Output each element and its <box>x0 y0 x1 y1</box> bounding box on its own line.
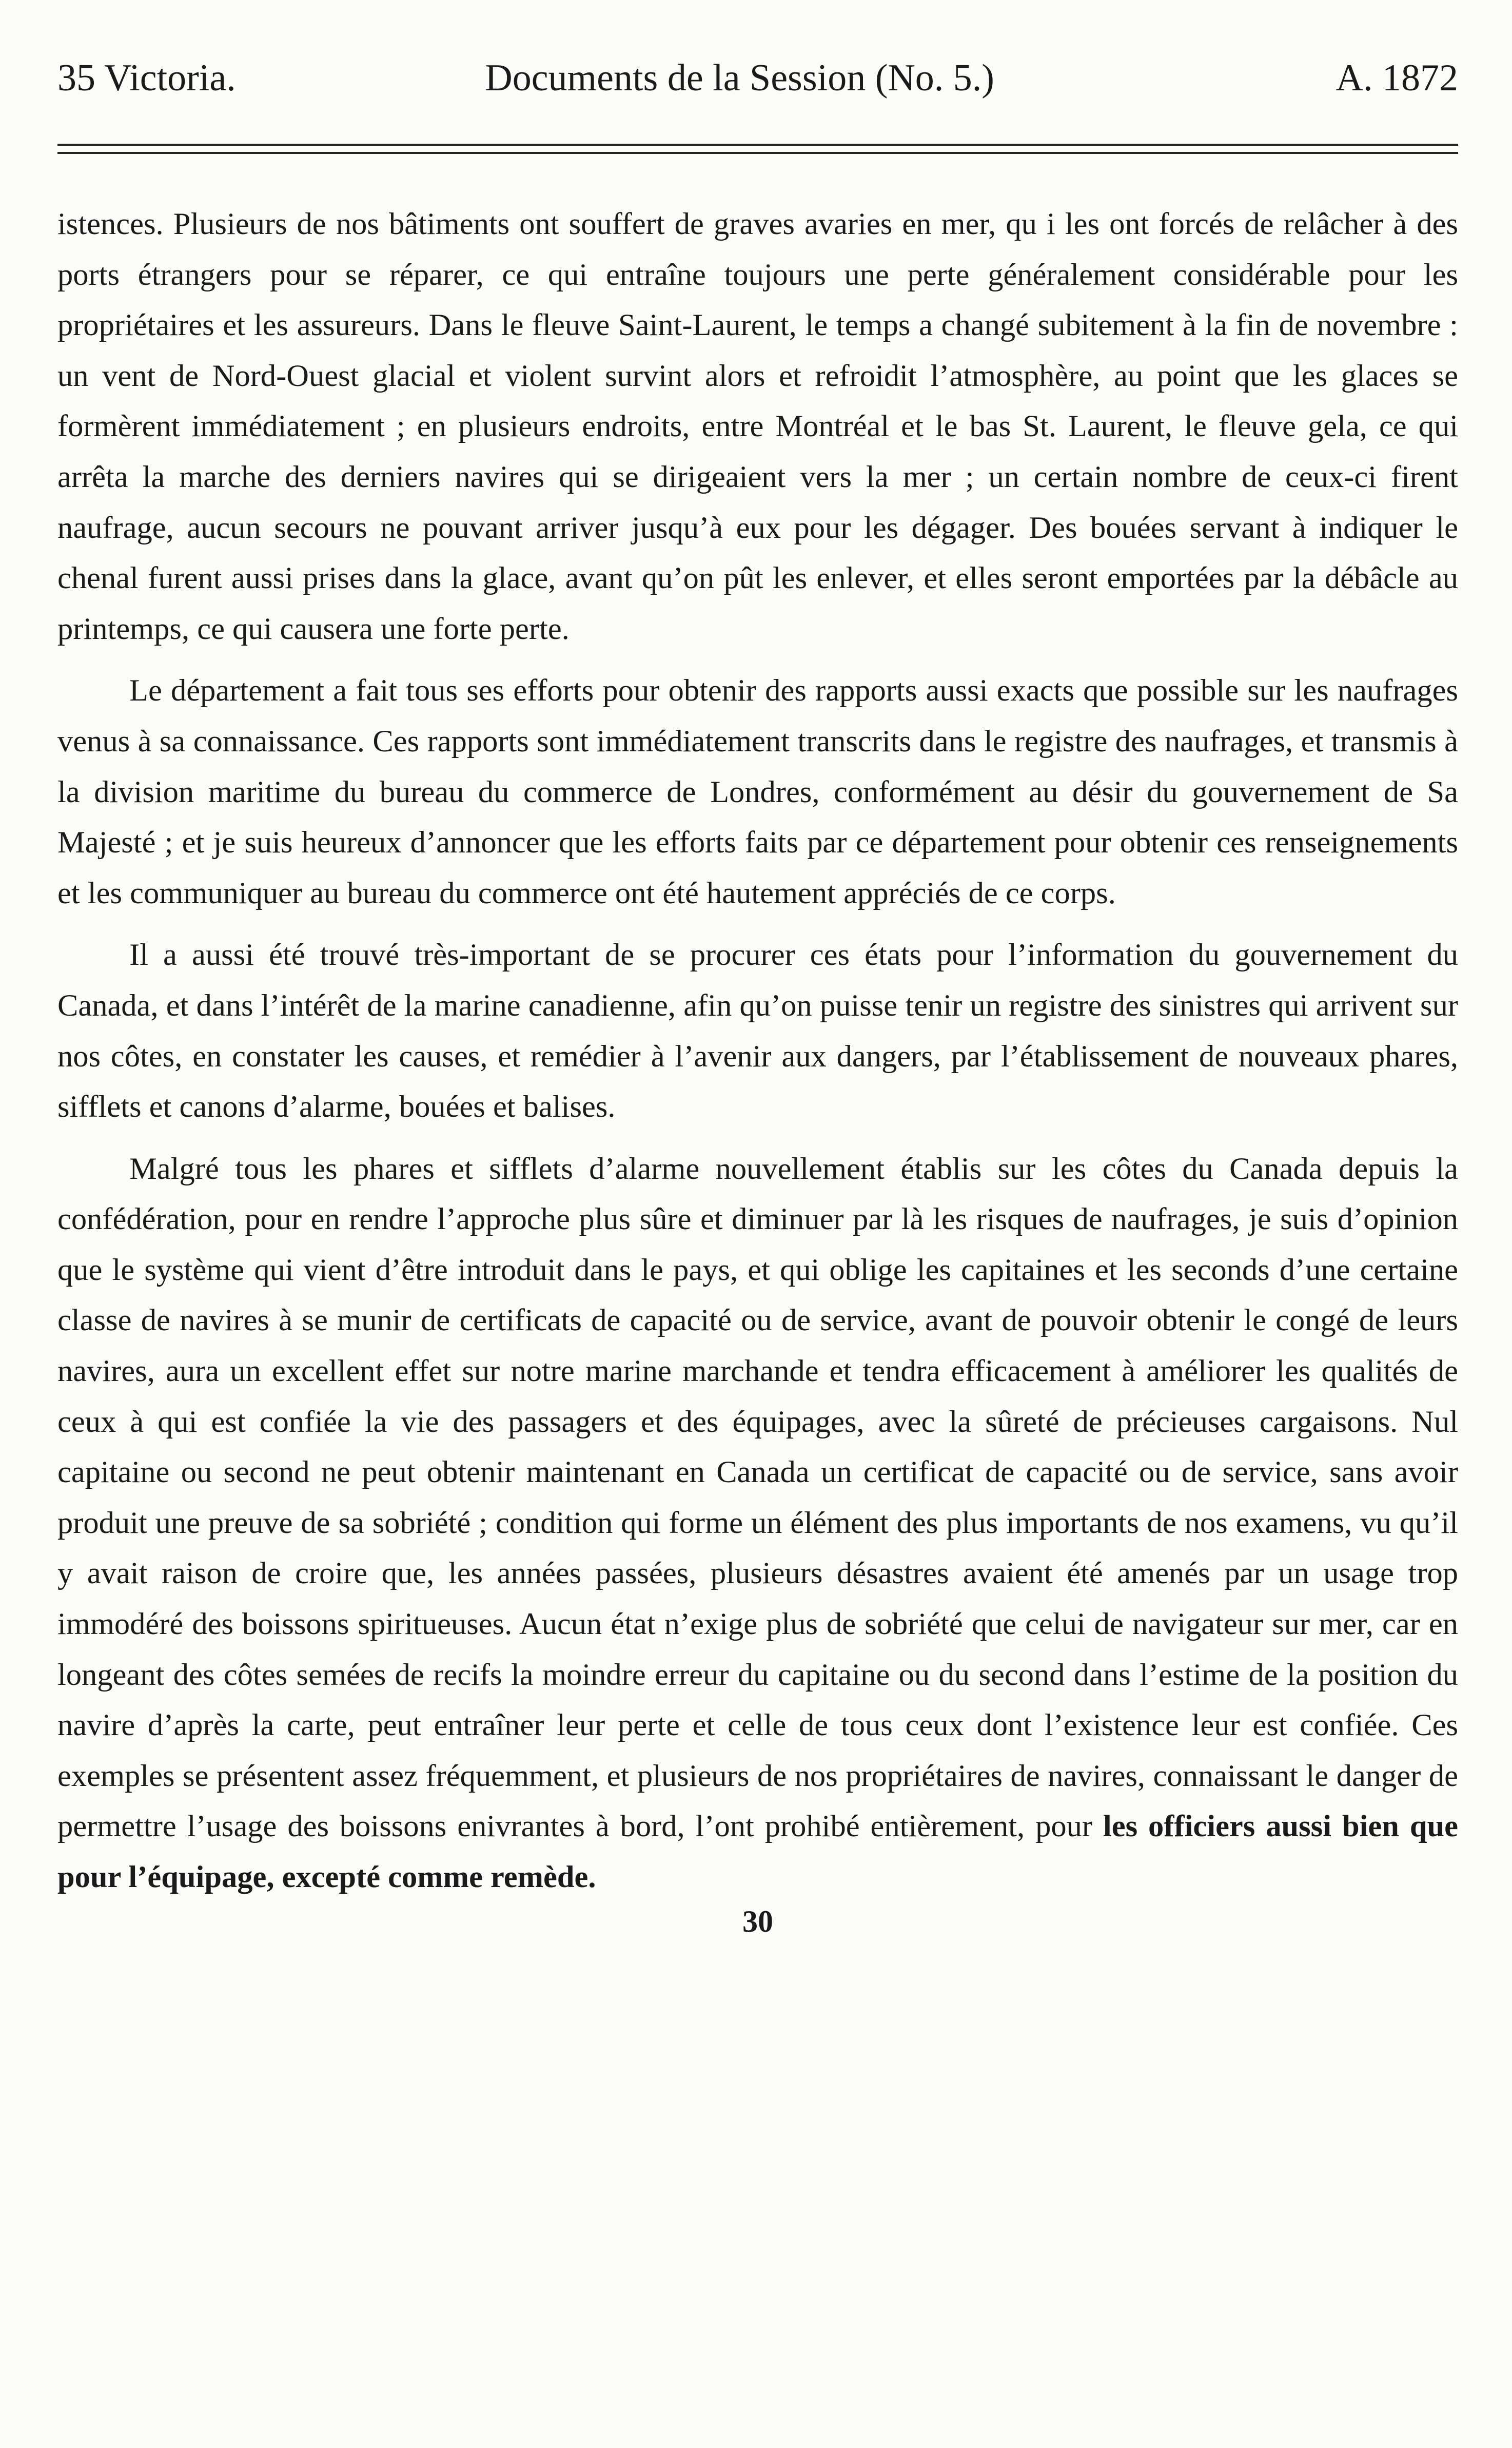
paragraph-1: istences. Plusieurs de nos bâtiments ont souffert de graves avaries en mer, qu i les ont forcés de relâcher à des ports étrangers pour se réparer, ce qui entraîne toujours une perte généralement considérable pour les propriétaires et les assureurs. Dans le fleuve Saint-Laurent, le temps a changé subitement à la fin de novembre : un vent de Nord-Ouest glacial et violent survint alors et refroidit l’atmosphère, au point que les glaces se formèrent immédiatement ; en plusieurs endroits, entre Montréal et le bas St. Laurent, le fleuve gela, ce qui arrêta la marche des derniers navires qui se dirigeaient vers la mer ; un certain nombre de ceux-ci firent naufrage, aucun secours ne pouvant arriver jusqu’à eux pour les dégager. Des bouées servant à indiquer le chenal furent aussi prises dans la glace, avant qu’on pût les enlever, et elles seront emportées par la débâcle au printemps, ce qui causera une forte perte. <box>57 207 1458 646</box>
page-number: 30 <box>742 1904 773 1938</box>
header-rule <box>57 144 1458 154</box>
header-volume: 35 Victoria. <box>57 57 236 99</box>
running-header <box>57 56 1458 113</box>
paragraph-4-tail: les officiers aussi bien que pour l’équipage, excepté comme remède. <box>57 1809 1458 1894</box>
header-rule-bottom <box>57 152 1458 154</box>
paragraph-4-text: Malgré tous les phares et sifflets d’alarme nouvellement établis sur les côtes du Canada depuis la confédération, pour en rendre l’approche plus sûre et diminuer par là les risques de naufrages, je suis d’opinion que le système qui vient d’être introduit dans le pays, et qui oblige les capitaines et les seconds d’une certaine classe de navires à se munir de certificats de capacité ou de service, avant de pouvoir obtenir le congé de leurs navires, aura un excellent effet sur notre marine marchande et tendra efficacement à améliorer les qualités de ceux à qui est confiée la vie des passagers et des équipages, avec la sûreté de précieuses cargaisons. Nul capitaine ou second ne peut obtenir maintenant en Canada un certificat de capacité ou de service, sans avoir produit une preuve de sa sobriété ; condition qui forme un élément des plus importants de nos examens, vu qu’il y avait raison de croire que, les années passées, plusieurs désastres avaient été amenés par un usage trop immodéré des boissons spiritueuses. Aucun état n’exige plus de sobriété que celui de navigateur sur mer, car en longeant des côtes semées de recifs la moindre erreur du capitaine ou du second dans l’estime de la position du navire d’après la carte, peut entraîner leur perte et celle de tous ceux dont l’existence leur est confiée. Ces exemples se présentent assez fréquemment, et plusieurs de nos propriétaires de navires, connaissant le danger de permettre l’usage des boissons enivrantes à bord, l’ont prohibé entièrement, pour <box>57 1151 1458 1844</box>
body-text <box>57 199 1458 1903</box>
paragraph-4 <box>57 1144 1458 1903</box>
document-page <box>57 56 1458 1939</box>
paragraph-2: Le département a fait tous ses efforts pour obtenir des rapports aussi exacts que possible sur les naufrages venus à sa connaissance. Ces rapports sont immédiatement transcrits dans le registre des naufrages, et transmis à la division maritime du bureau du commerce de Londres, conformément au désir du gouvernement de Sa Majesté ; et je suis heureux d’annoncer que les efforts faits par ce département pour obtenir ces renseignements et les communiquer au bureau du commerce ont été hautement appréciés de ce corps. <box>57 673 1458 910</box>
header-year: A. 1872 <box>1336 57 1458 99</box>
header-rule-top <box>57 144 1458 146</box>
paragraph-3: Il a aussi été trouvé très-important de se procurer ces états pour l’information du gouvernement du Canada, et dans l’intérêt de la marine canadienne, afin qu’on puisse tenir un registre des sinistres qui arrivent sur nos côtes, en constater les causes, et remédier à l’avenir aux dangers, par l’établissement de nouveaux phares, sifflets et canons d’alarme, bouées et balises. <box>57 938 1458 1124</box>
header-title: Documents de la Session (No. 5.) <box>485 57 994 99</box>
